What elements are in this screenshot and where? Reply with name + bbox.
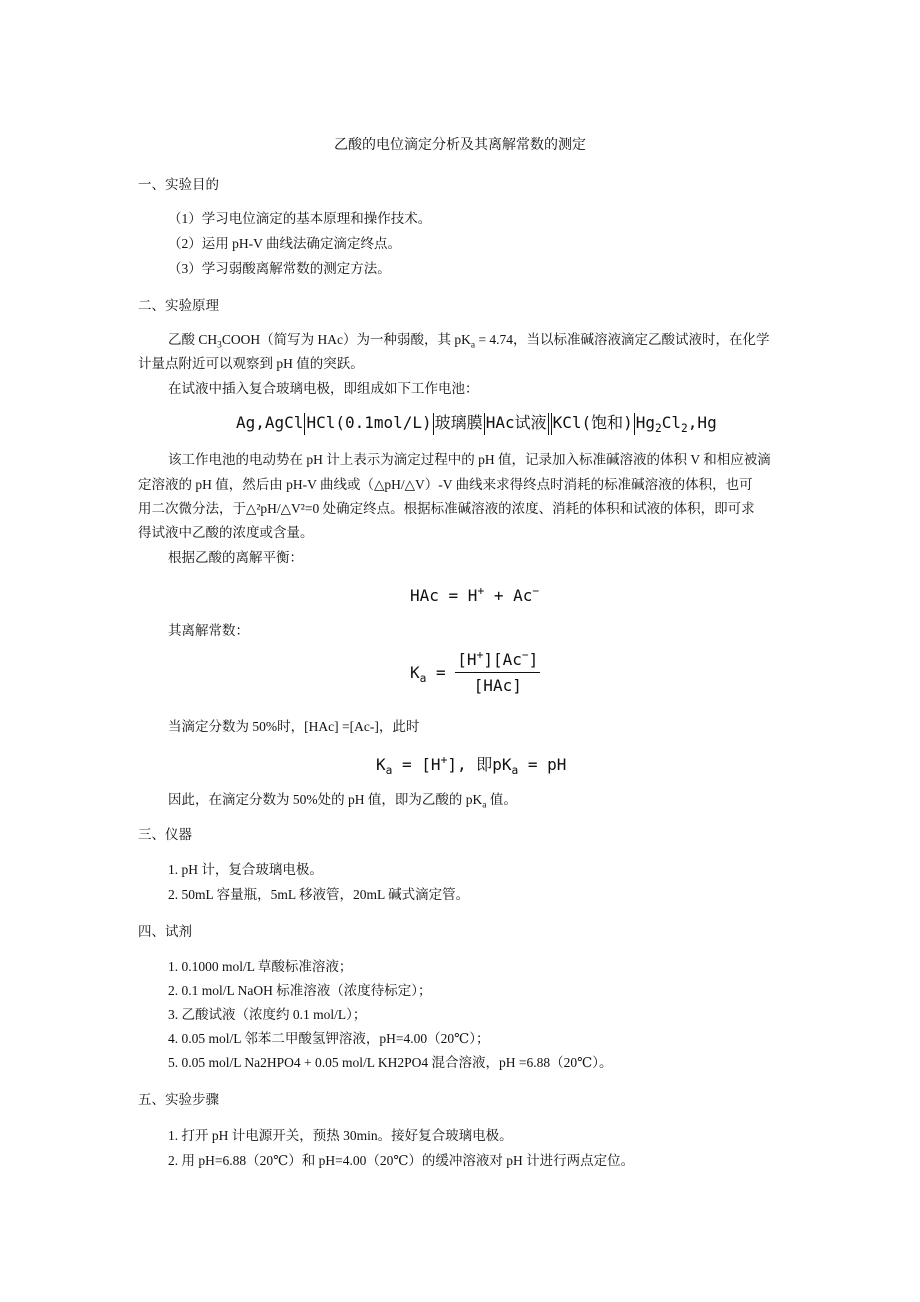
reagent-1: 1. 0.1000 mol/L 草酸标准溶液； <box>168 959 353 974</box>
objective-1: （1）学习电位滴定的基本原理和操作技术。 <box>168 211 432 226</box>
principle-p3-line1: 该工作电池的电动势在 pH 计上表示为滴定过程中的 pH 值，记录加入标准碱溶液的体积 V 和相应被滴 <box>168 452 771 467</box>
equation-dissociation: HAc = H+ + Ac− <box>410 584 540 605</box>
principle-p1-line1: 乙酸 $CH_3COOH$（简写为 HAc）为一种弱酸，其 $pK_a = 4.74$，当以标准碱溶液滴定乙酸试液时，在化学 <box>168 332 770 351</box>
objective-3: （3）学习弱酸离解常数的测定方法。 <box>168 261 391 276</box>
principle-p5: 其离解常数： <box>168 623 249 638</box>
reagent-5: 5. 0.05 mol/L Na2HPO4 + 0.05 mol/L KH2PO4 混合溶液，pH =6.88（20℃）。 <box>168 1055 613 1070</box>
procedure-step-1: 1. 打开 pH 计电源开关，预热 30min。接好复合玻璃电极。 <box>168 1128 513 1143</box>
heading-principle: 二、实验原理 <box>138 298 219 313</box>
heading-instruments: 三、仪器 <box>138 827 192 842</box>
heading-reagents: 四、试剂 <box>138 924 192 939</box>
principle-p7: 因此，在滴定分数为 50%处的 pH 值，即为乙酸的 $pK_a$ 值。 <box>168 792 517 811</box>
principle-p4: 根据乙酸的离解平衡： <box>168 550 303 565</box>
instrument-1: 1. pH 计，复合玻璃电极。 <box>168 862 323 877</box>
objective-2: （2）运用 pH-V 曲线法确定滴定终点。 <box>168 236 401 251</box>
doc-title: 乙酸的电位滴定分析及其离解常数的测定 <box>334 138 586 153</box>
reagent-2: 2. 0.1 mol/L NaOH 标准溶液（浓度待标定）； <box>168 983 432 998</box>
equation-pka: $K_a = [H^+]$, 即$pK_a$ = pH <box>376 753 567 778</box>
principle-p6: 当滴定分数为 50%时，[HAc] =[Ac-]，此时 <box>168 719 420 734</box>
principle-p3-line4: 得试液中乙酸的浓度或含量。 <box>138 525 314 540</box>
procedure-step-2: 2. 用 pH=6.88（20℃）和 pH=4.00（20℃）的缓冲溶液对 pH 计进行两点定位。 <box>168 1153 635 1168</box>
principle-p1-line2: 计量点附近可以观察到 pH 值的突跃。 <box>138 356 364 371</box>
equation-ka: $K_a$ = $\frac{[H^+][Ac^-]}{\text{[HAc]}}$ <box>410 648 539 695</box>
principle-p3-line2: 定溶液的 pH 值，然后由 pH-V 曲线或（△pH/△V）-V 曲线来求得终点时消耗的标准碱溶液的体积，也可 <box>138 477 753 492</box>
heading-objectives: 一、实验目的 <box>138 177 219 192</box>
reagent-3: 3. 乙酸试液（浓度约 0.1 mol/L）； <box>168 1007 367 1022</box>
principle-p2: 在试液中插入复合玻璃电极，即组成如下工作电池： <box>168 381 479 396</box>
cell-notation: Ag,AgCl HCl(0.1mol/L) 玻璃膜 HAc试液 KCl(饱和) $Hg_2Cl_2,Hg$ <box>236 413 717 436</box>
principle-p3-line3: 用二次微分法，于△²pH/△V²=0 处确定终点。根据标准碱溶液的浓度、消耗的体积和试液的体积，即可求 <box>138 501 755 516</box>
reagent-4: 4. 0.05 mol/L 邻苯二甲酸氢钾溶液，pH=4.00（20℃）； <box>168 1031 490 1046</box>
heading-procedure: 五、实验步骤 <box>138 1092 219 1107</box>
instrument-2: 2. 50mL 容量瓶，5mL 移液管，20mL 碱式滴定管。 <box>168 887 470 902</box>
